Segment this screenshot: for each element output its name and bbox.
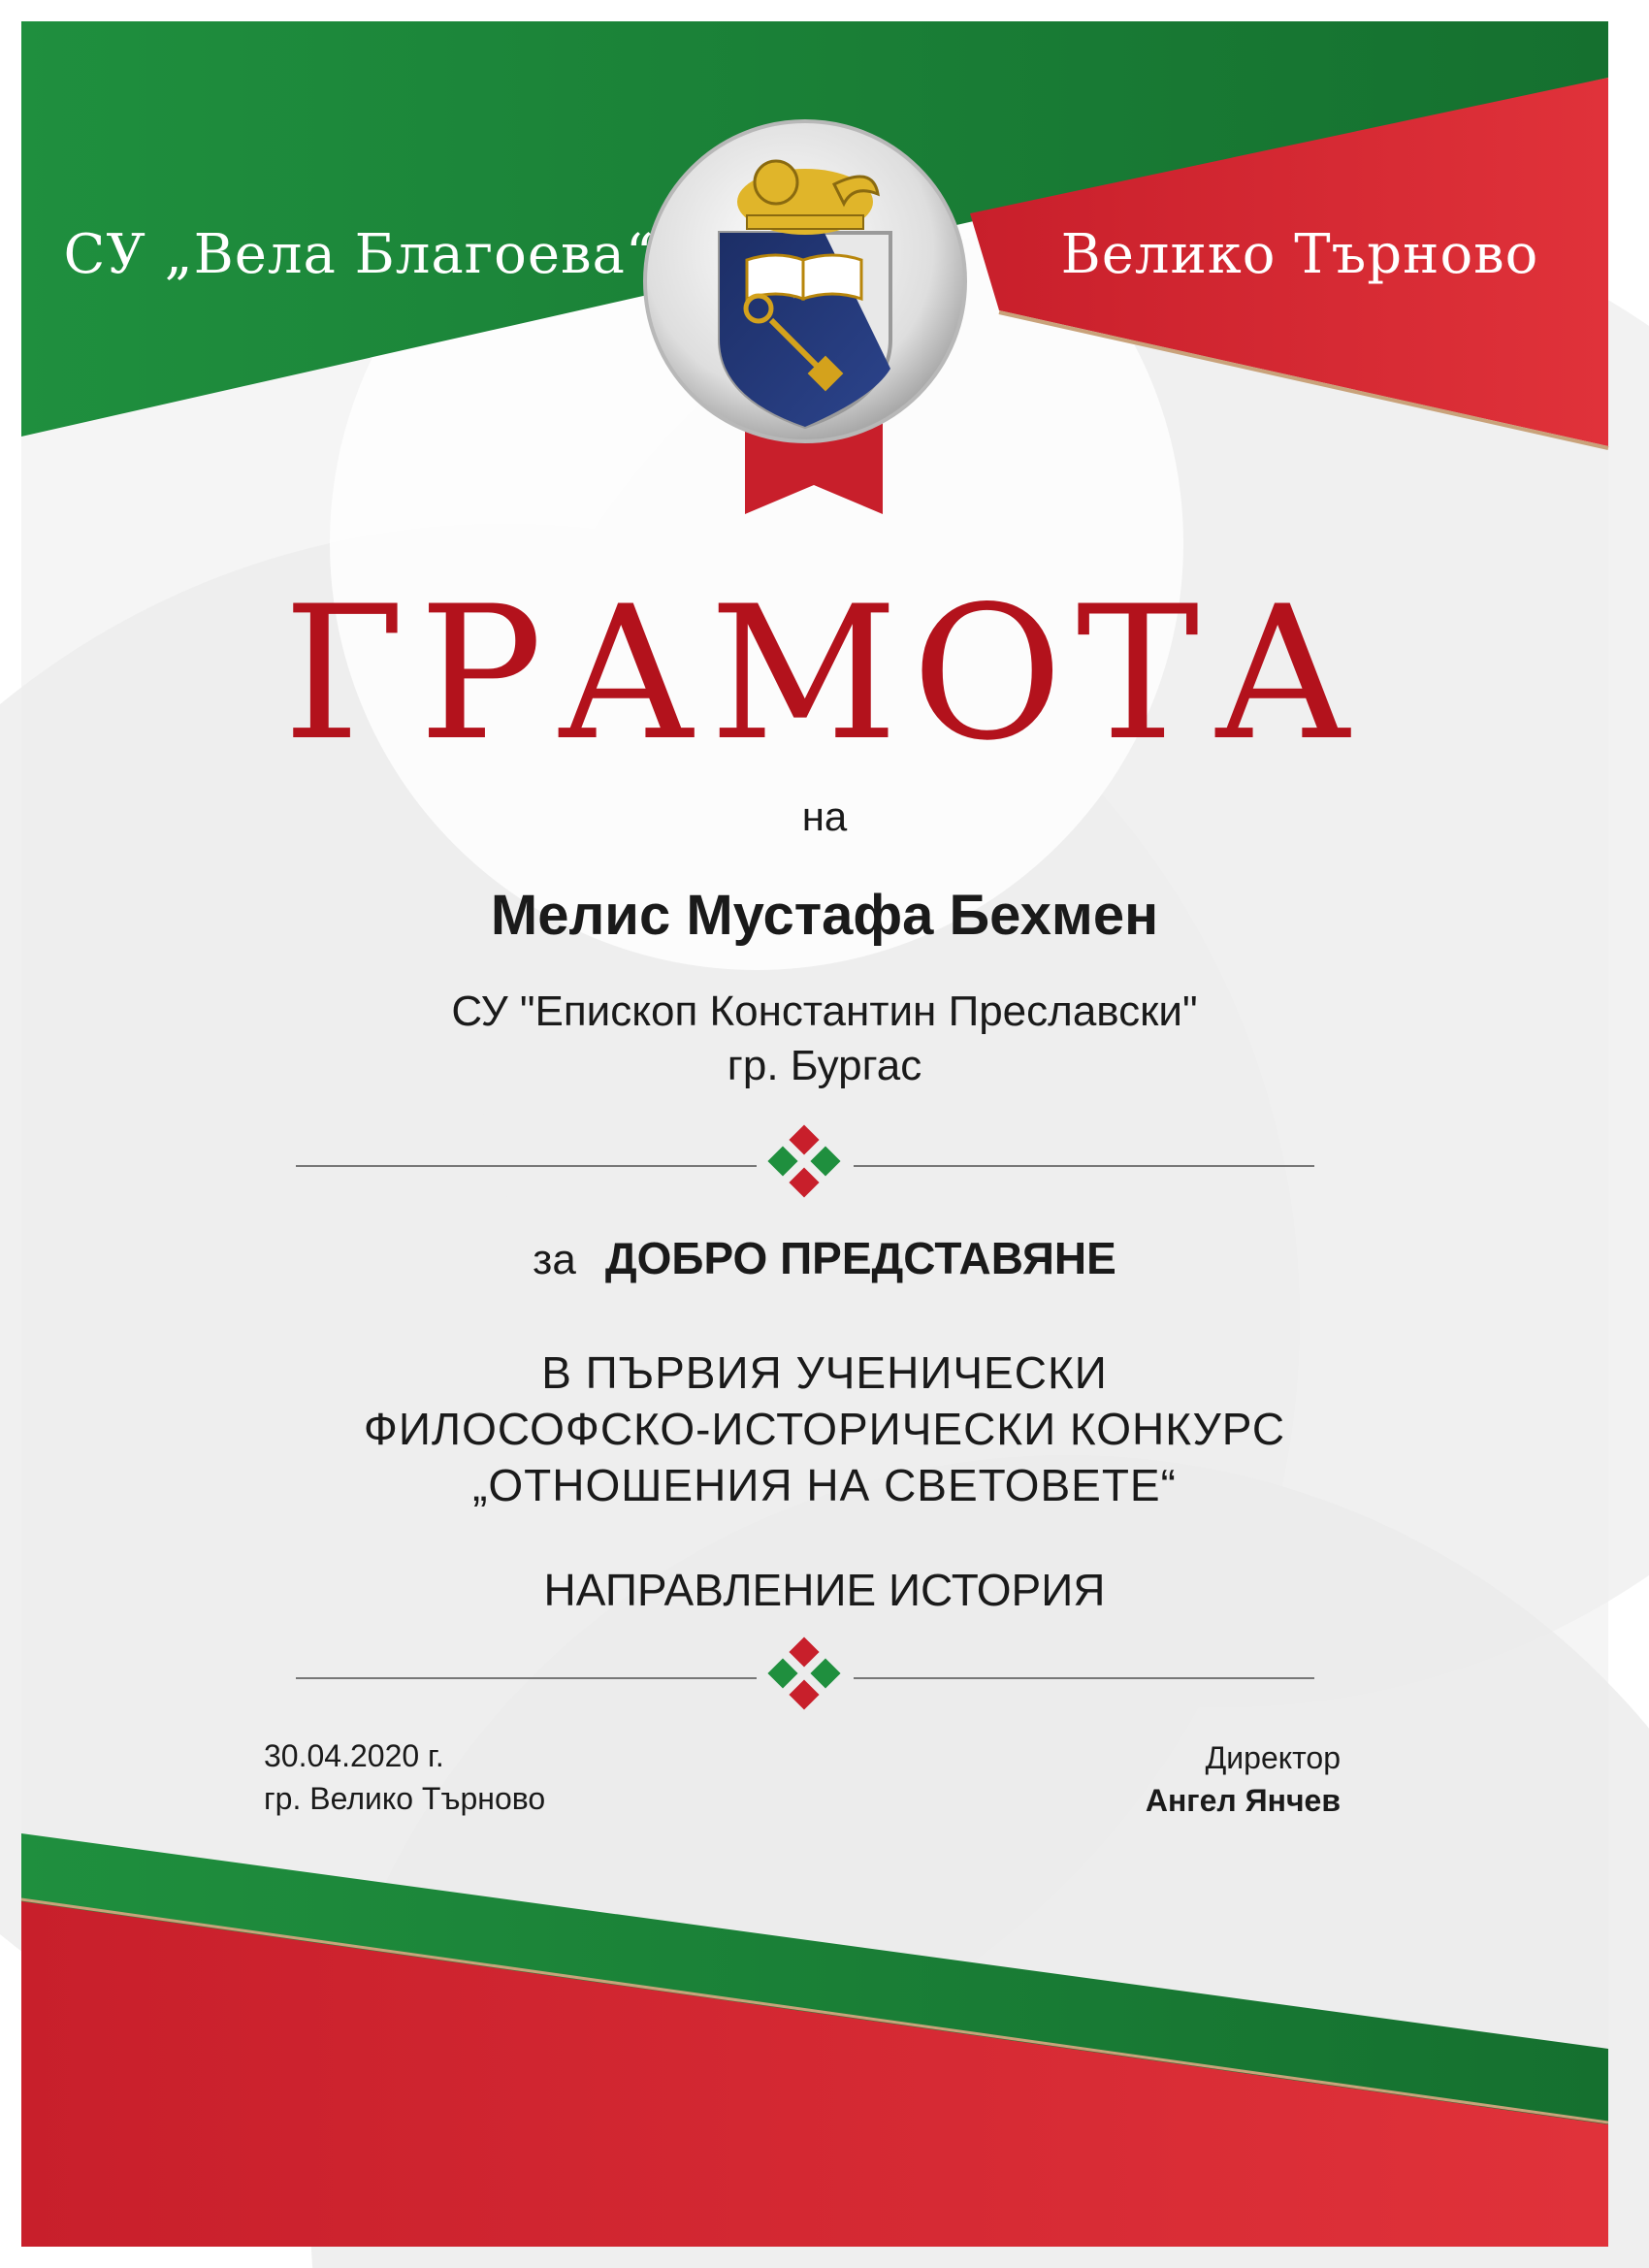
contest-direction: НАПРАВЛЕНИЕ ИСТОРИЯ <box>543 1565 1106 1615</box>
contest-line-1: В ПЪРВИЯ УЧЕНИЧЕСКИ <box>541 1347 1108 1398</box>
director-label: Директор <box>1205 1740 1341 1775</box>
award-preposition: за <box>533 1236 576 1283</box>
certificate-title: ГРАМОТА <box>282 567 1367 781</box>
director-name: Ангел Янчев <box>1145 1783 1341 1818</box>
recipient-school: СУ "Епископ Константин Преславски" <box>451 988 1198 1035</box>
recipient-city: гр. Бургас <box>727 1042 922 1089</box>
award-line <box>0 1232 1649 1284</box>
contest-line-2: ФИЛОСОФСКО-ИСТОРИЧЕСКИ КОНКУРС <box>363 1404 1286 1454</box>
school-emblem <box>645 121 965 441</box>
issue-place: гр. Велико Търново <box>264 1781 546 1816</box>
preposition-text: на <box>801 794 848 839</box>
school-title: СУ „Вела Благоева“ <box>63 223 655 286</box>
issue-date: 30.04.2020 г. <box>264 1738 444 1773</box>
award-type: ДОБРО ПРЕДСТАВЯНЕ <box>604 1233 1116 1283</box>
city-title: Велико Търново <box>1060 223 1539 286</box>
recipient-name: Мелис Мустафа Бехмен <box>490 884 1159 947</box>
contest-line-3: „ОТНОШЕНИЯ НА СВЕТОВЕТЕ“ <box>472 1460 1177 1510</box>
